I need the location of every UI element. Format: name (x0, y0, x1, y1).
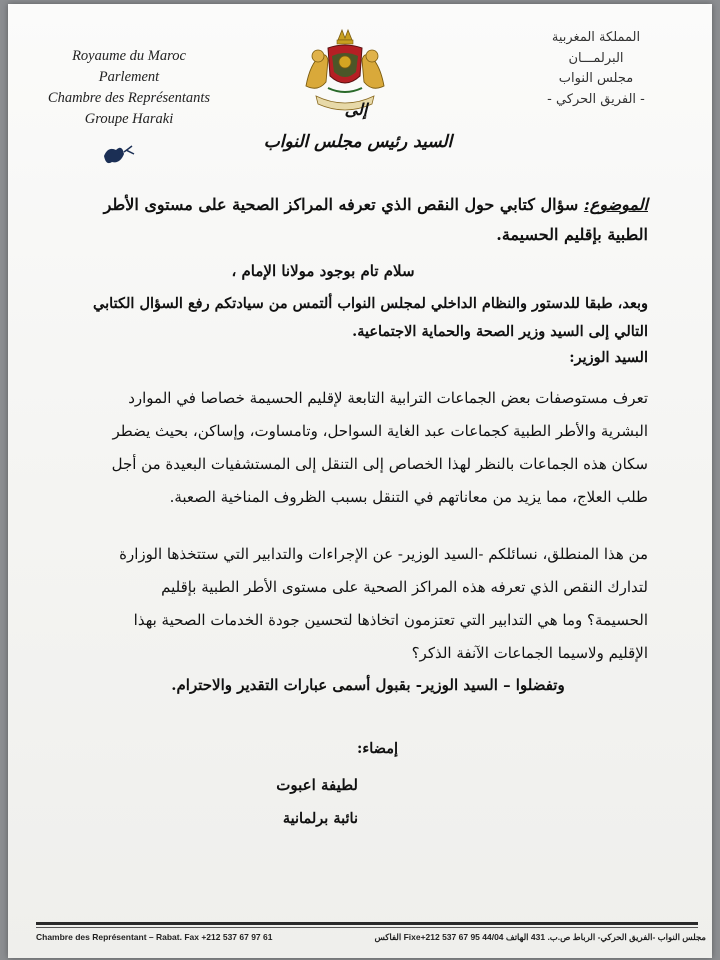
french-letterhead (44, 46, 214, 130)
intro-paragraph: وبعد، طبقا للدستور والنظام الداخلي لمجلس النواب ألتمس من سيادتكم رفع السؤال الكتابي التالي إلى السيد وزير الصحة والحماية الاجتماعية. (93, 295, 648, 340)
letter-page (8, 4, 712, 958)
ink-scribble-icon (100, 140, 140, 172)
body-paragraph-2: من هذا المنطلق، نسائلكم -السيد الوزير- عن الإجراءات والتدابير التي ستتخذها الوزارة لتدارك النقص الذي تعرفه هذه المراكز الصحية على مستوى الأطر الطبية بإقليم الحسيمة؟ وما هي التدابير التي تعتزمون اتخاذها لتحسين جودة الخدمات الصحية بهذا الإقليم ولاسيما الجماعات الآنفة الذكر؟ (119, 545, 648, 662)
letter-subject (88, 190, 648, 250)
recipient-to: إلى (344, 100, 368, 119)
letterhead-line: مجلس النواب (558, 71, 634, 86)
signature-label: إمضاء: (357, 740, 398, 757)
footer-left-contact: Chambre des Représentant – Rabat. Fax +212 537 67 97 61 (36, 932, 273, 942)
letterhead-line: المملكة المغربية (551, 30, 641, 45)
footer-right-contact: مجلس النواب -الفريق الحركي- الرباط ص.ب. 431 الهاتف Fixe+212 537 67 95 44/04 الفاكس (374, 932, 706, 942)
body-paragraph-1: تعرف مستوصفات بعض الجماعات الترابية التابعة لإقليم الحسيمة خصاصا في الموارد البشرية والأطر الطبية كجماعات عبد الغاية السواحل، وتامساوت، وإساكن، بحيث يضطر سكان هذه الجماعات بالنظر لهذا الخصاص إلى التنقل إلى المستشفيات البعيدة من أجل طلب العلاج، مما يزيد من معاناتهم في التنقل بسبب الظروف المناخية الصعبة. (111, 389, 648, 506)
footer-divider-thin (36, 927, 698, 928)
subject-text: سؤال كتابي حول النقص الذي تعرفه المراكز الصحية على مستوى الأطر الطبية بإقليم الحسيمة. (103, 195, 648, 244)
letterhead-line: Parlement (98, 69, 160, 85)
recipient-name: السيد رئيس مجلس النواب (263, 132, 453, 152)
arabic-letterhead (506, 28, 686, 110)
letterhead-line: Chambre des Représentants (47, 90, 211, 106)
greeting: سلام تام بوجود مولانا الإمام ، (231, 262, 415, 280)
minister-address: السيد الوزير: (569, 349, 648, 366)
letterhead-line: Royaume du Maroc (72, 48, 186, 64)
letterhead-line: Groupe Haraki (84, 111, 174, 127)
footer-divider (36, 922, 698, 925)
letterhead-line: - الفريق الحركي - (547, 91, 645, 107)
signatory-name: لطيفة اعبوت (276, 776, 358, 794)
signatory-title: نائبة برلمانية (282, 810, 358, 827)
subject-label: الموضوع: (583, 195, 648, 214)
letterhead-line: البرلمـــان (568, 50, 624, 66)
closing-formula: وتفضلوا – السيد الوزير- بقبول أسمى عبارات التقدير والاحترام. (171, 676, 565, 694)
